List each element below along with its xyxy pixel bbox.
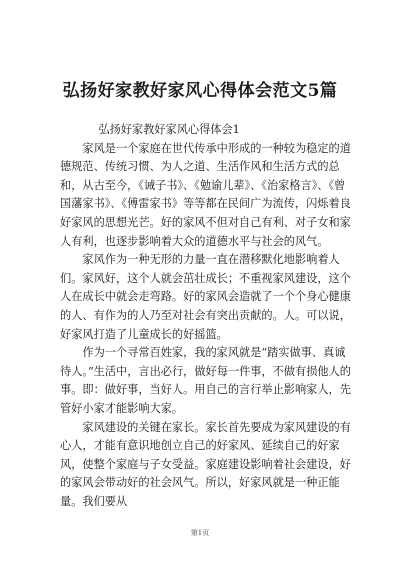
paragraph: 家风是一个家庭在世代传承中形成的一种较为稳定的道德规范、传统习惯、为人之道、生活作风和生活方式的总和，从古至今，《诫子书》、《勉谕儿辈》、《治家格言》、《曾国藩家书》、《傅雷家书》等等都在民间广为流传，闪烁着良好家风的思想光芒。好的家风不但对自己有利、对子女和家人有利，也逐步影响着大众的道德水平与社会的风气。 [60, 141, 351, 248]
paragraph: 作为一个寻常百姓家，我的家风就是“踏实做事、真诚待人。”生活中，言出必行，做好每一件事，不做有损他人的事。即：做好事，当好人。用自己的言行举止影响家人，先管好小家才能影响大家。 [60, 346, 351, 415]
paragraph: 家风作为一种无形的力量一直在潜移默化地影响着人们。家风好，这个人就会茁壮成长；不重视家风建设，这个人在成长中就会走弯路。好的家风会造就了一个个身心健康的人、有作为的人乃至对社会有突出贡献的。人。可以说，好家风打造了儿童成长的好摇篮。 [60, 253, 351, 341]
section-heading: 弘扬好家教好家风心得体会1 [98, 123, 240, 136]
document-body [60, 121, 352, 511]
paragraph: 家风建设的关键在家长。家长首先要成为家风建设的有心人，才能有意识地创立自己的好家风、延续自己的好家风，使整个家庭与子女受益。家庭建设影响着社会建设，好的家风会带动好的社会风气。所以，好家风就是一种正能量。我们要从 [60, 420, 351, 508]
page-number: 第1页 [190, 529, 210, 537]
document-title: 弘扬好家教好家风心得体会范文5篇 [62, 81, 338, 101]
